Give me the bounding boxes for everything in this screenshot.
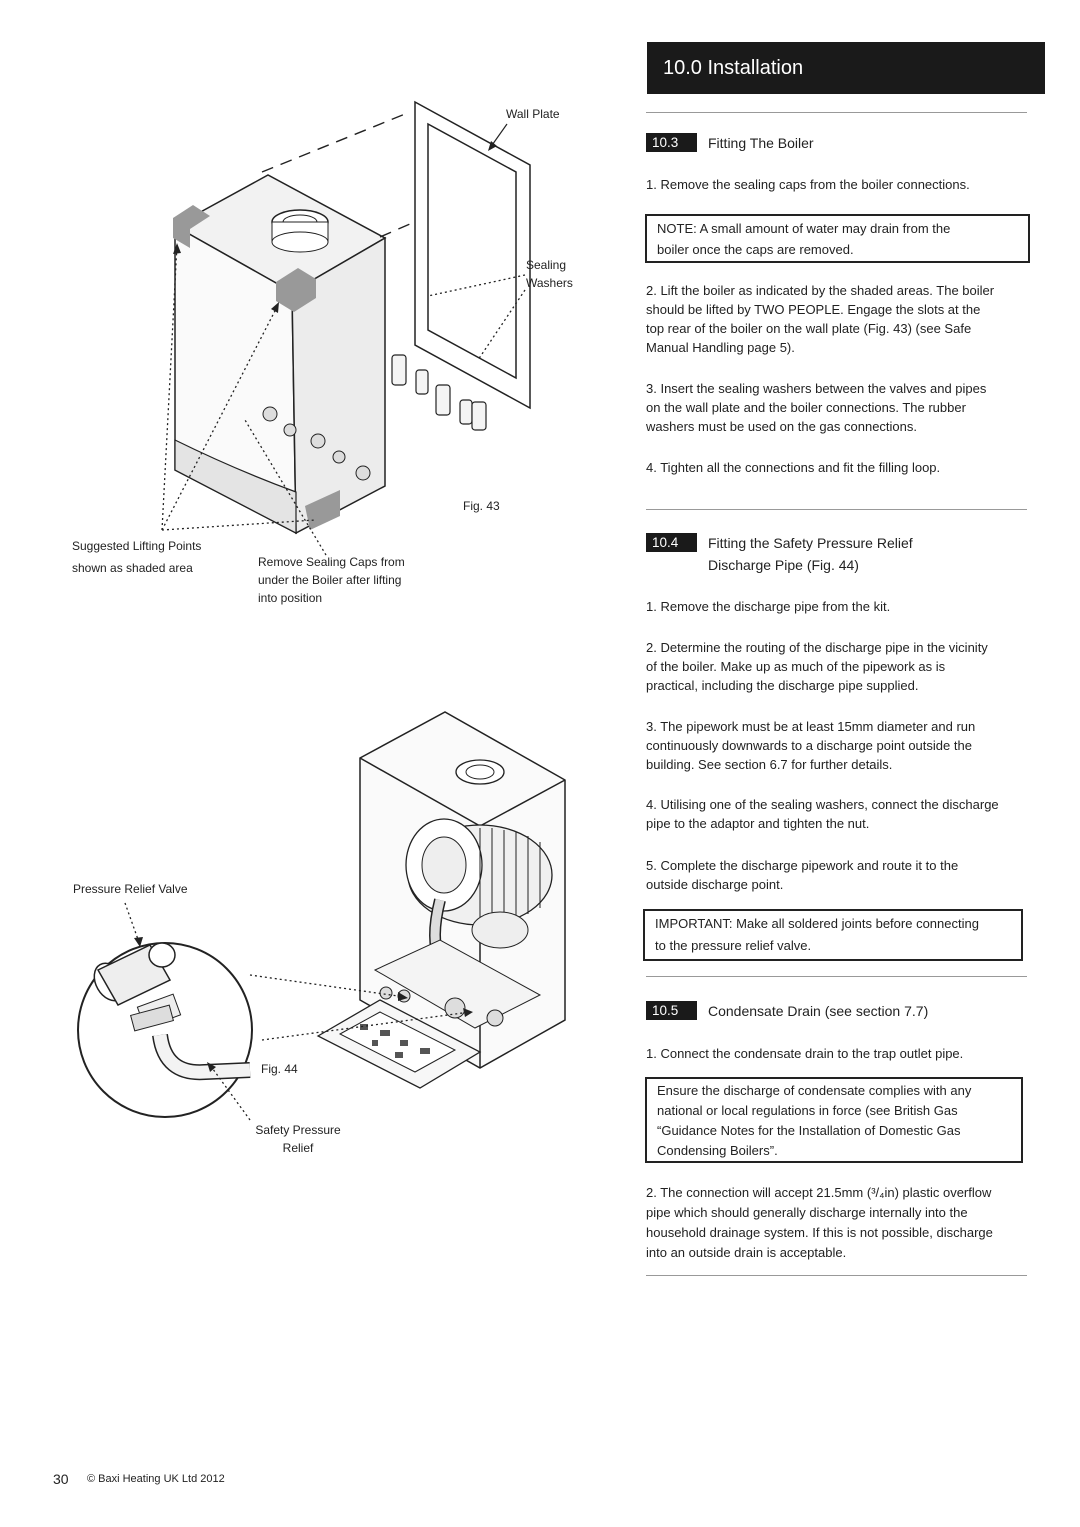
- sealing-caps-label: Remove Sealing Caps from: [258, 555, 405, 569]
- fig-43-caption: Fig. 43: [463, 499, 500, 513]
- paragraph-line: top rear of the boiler on the wall plate (Fig. 43) (see Safe: [646, 321, 972, 336]
- safety-pressure-relief-label: Safety Pressure: [255, 1123, 341, 1137]
- paragraph-line: 3. Insert the sealing washers between the valves and pipes: [646, 381, 987, 396]
- divider: [646, 976, 1027, 977]
- lifting-points-label-2: shown as shaded area: [72, 561, 193, 575]
- note-line: NOTE: A small amount of water may drain from the: [657, 221, 951, 236]
- paragraph-line: continuously downwards to a discharge point outside the: [646, 738, 972, 753]
- copyright: © Baxi Heating UK Ltd 2012: [87, 1473, 225, 1485]
- paragraph-line: building. See section 6.7 for further details.: [646, 757, 893, 772]
- paragraph-line: on the wall plate and the boiler connections. The rubber: [646, 400, 966, 415]
- paragraph-line: pipe to the adaptor and tighten the nut.: [646, 816, 870, 831]
- paragraph-block: [646, 1183, 1046, 1263]
- figure-44-boiler-internals: [0, 700, 640, 1170]
- paragraph-block: [646, 379, 1036, 436]
- note-line: Condensing Boilers”.: [657, 1143, 778, 1158]
- important-line: IMPORTANT: Make all soldered joints before connecting: [655, 916, 979, 931]
- page-number: 30: [53, 1471, 69, 1487]
- paragraph-block: [646, 795, 1036, 833]
- divider: [646, 112, 1027, 113]
- pressure-relief-valve-label: Pressure Relief Valve: [73, 882, 188, 896]
- paragraph-line: Manual Handling page 5).: [646, 340, 795, 355]
- note-box: [645, 214, 1030, 263]
- note-line: national or local regulations in force (see British Gas: [657, 1103, 958, 1118]
- paragraph-line: 4. Utilising one of the sealing washers, connect the discharge: [646, 797, 999, 812]
- section-header: 10.0 Installation: [647, 42, 1045, 94]
- safety-pressure-relief-label-2: Relief: [282, 1141, 314, 1155]
- paragraph-block: [646, 717, 1036, 774]
- section-title-10-3: Fitting The Boiler: [708, 135, 814, 151]
- paragraph-line: washers must be used on the gas connections.: [646, 419, 917, 434]
- paragraph-line: 2. The connection will accept 21.5mm (³/₄in) plastic overflow: [646, 1185, 992, 1200]
- note-line: “Guidance Notes for the Installation of Domestic Gas: [657, 1123, 961, 1138]
- lifting-points-label: Suggested Lifting Points: [72, 539, 202, 553]
- paragraph-line: 2. Lift the boiler as indicated by the shaded areas. The boiler: [646, 283, 995, 298]
- sealing-caps-label-3: into position: [258, 591, 323, 605]
- divider: [646, 1275, 1027, 1276]
- paragraph-block: [646, 856, 1036, 894]
- paragraph-line: of the boiler. Make up as much of the pipework as is: [646, 659, 946, 674]
- paragraph-block: [646, 281, 1036, 357]
- paragraph-line: into an outside drain is acceptable.: [646, 1245, 847, 1260]
- note-line: boiler once the caps are removed.: [657, 242, 854, 257]
- paragraph-block: [646, 638, 1036, 695]
- paragraph-line: practical, including the discharge pipe supplied.: [646, 678, 919, 693]
- section-number-10-5: 10.5: [646, 1001, 697, 1020]
- paragraph-line: pipe which should generally discharge internally into the: [646, 1205, 968, 1220]
- paragraph-line: outside discharge point.: [646, 877, 784, 892]
- paragraph-line: household drainage system. If this is not possible, discharge: [646, 1225, 993, 1240]
- note-line: Ensure the discharge of condensate complies with any: [657, 1083, 972, 1098]
- sealing-washers-label-2: Washers: [526, 276, 573, 290]
- sealing-caps-label-2: under the Boiler after lifting: [258, 573, 402, 587]
- important-box: [643, 909, 1023, 961]
- paragraph: 1. Remove the sealing caps from the boiler connections.: [646, 177, 970, 192]
- paragraph-line: 3. The pipework must be at least 15mm diameter and run: [646, 719, 976, 734]
- sealing-washers-label: Sealing: [526, 258, 567, 272]
- section-title-10-4: Fitting the Safety Pressure Relief: [708, 535, 913, 551]
- paragraph-line: 2. Determine the routing of the discharge pipe in the vicinity: [646, 640, 988, 655]
- section-number-10-3: 10.3: [646, 133, 697, 152]
- figure-43-boiler-wall-plate: [0, 0, 640, 640]
- paragraph-line: should be lifted by TWO PEOPLE. Engage the slots at the: [646, 302, 981, 317]
- paragraph: 1. Connect the condensate drain to the trap outlet pipe.: [646, 1046, 964, 1061]
- wall-plate-label: Wall Plate: [506, 107, 560, 121]
- fig-44-caption: Fig. 44: [261, 1062, 298, 1076]
- paragraph-line: 5. Complete the discharge pipework and route it to the: [646, 858, 959, 873]
- paragraph: 4. Tighten all the connections and fit the filling loop.: [646, 460, 941, 475]
- section-number-10-4: 10.4: [646, 533, 697, 552]
- section-title-10-4-line-2: Discharge Pipe (Fig. 44): [708, 557, 859, 573]
- important-line: to the pressure relief valve.: [655, 938, 812, 953]
- section-title-10-5: Condensate Drain (see section 7.7): [708, 1003, 929, 1019]
- condensate-note-box: [645, 1077, 1023, 1163]
- paragraph: 1. Remove the discharge pipe from the kit.: [646, 599, 891, 614]
- divider: [646, 509, 1027, 510]
